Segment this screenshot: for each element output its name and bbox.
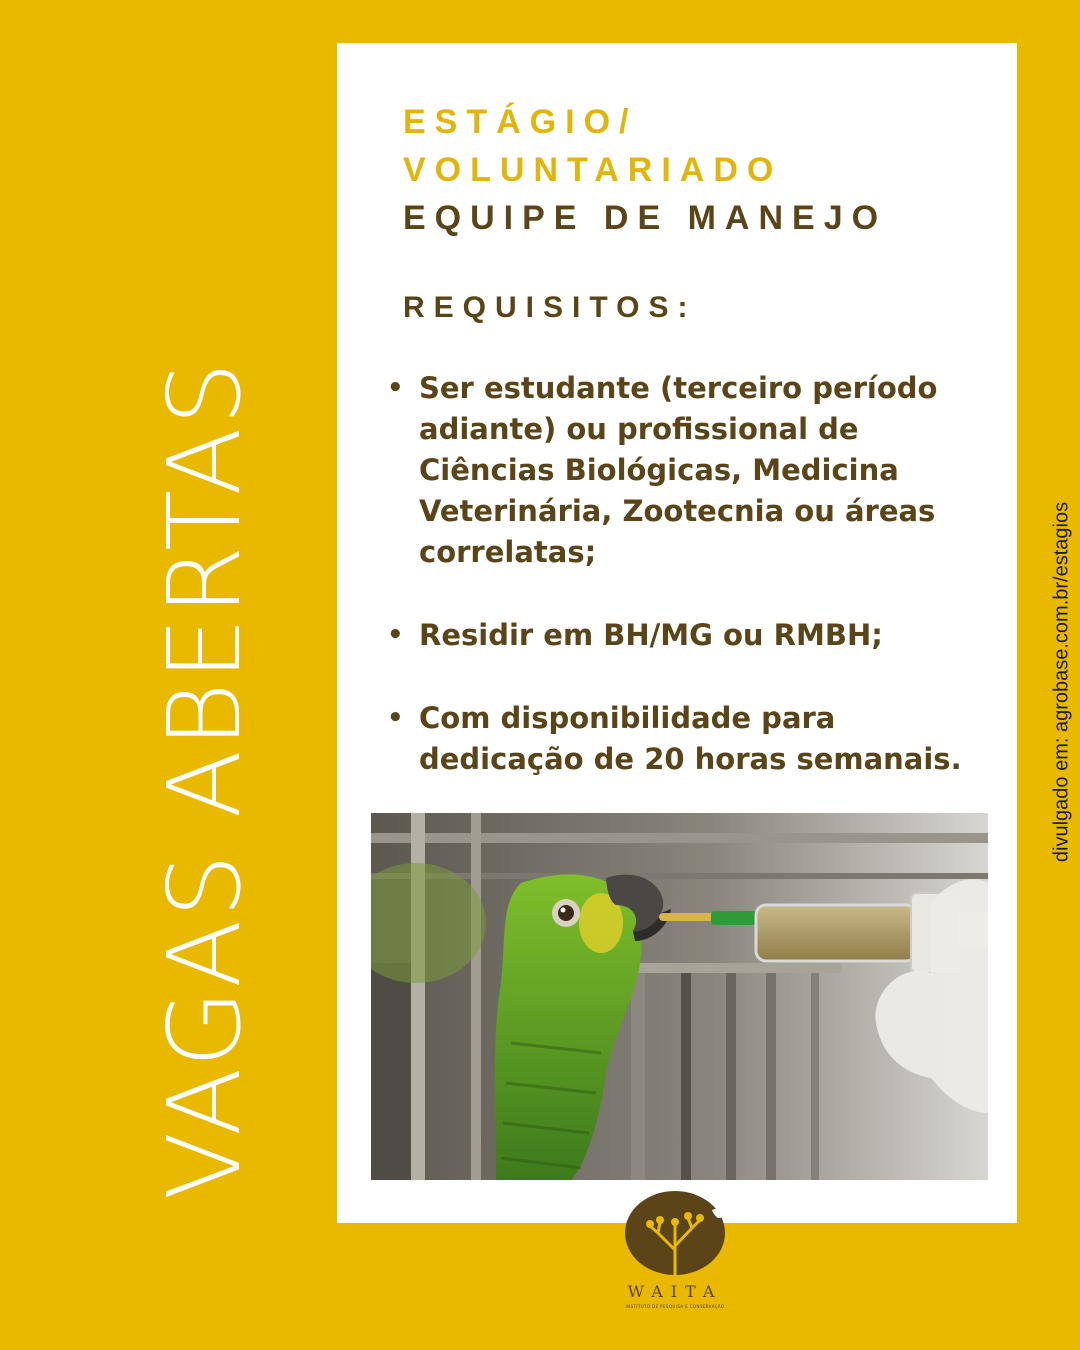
position-heading <box>403 98 887 242</box>
requirement-text: Com disponibilidade para dedicação de 20 horas semanais. <box>419 701 962 776</box>
bullet-icon: • <box>387 373 404 403</box>
heading-line-voluntariado: VOLUNTARIADO <box>403 151 783 189</box>
requirements-list <box>385 368 985 822</box>
vagas-abertas-title: VAGAS ABERTAS <box>146 359 263 1201</box>
source-credit: divulgado em: agrobase.com.br/estagios <box>1050 501 1073 863</box>
bullet-icon: • <box>387 703 404 733</box>
requirement-item <box>385 615 985 656</box>
heading-line-equipe: EQUIPE DE MANEJO <box>403 199 888 237</box>
requirements-label: REQUISITOS: <box>403 291 697 324</box>
parrot-feeding-illustration <box>371 813 988 1180</box>
info-card <box>337 43 1017 1223</box>
heading-line-estagio: ESTÁGIO/ <box>403 103 638 141</box>
requirement-text: Residir em BH/MG ou RMBH; <box>419 618 883 652</box>
requirement-item <box>385 698 985 780</box>
requirement-item <box>385 368 985 573</box>
bullet-icon: • <box>387 620 404 650</box>
requirement-text: Ser estudante (terceiro período adiante) ou profissional de Ciências Biológicas, Medicina Veterinária, Zootecnia ou áreas correlatas; <box>419 371 938 569</box>
logo-wordmark: WAITA <box>627 1282 723 1301</box>
logo-subtitle: INSTITUTO DE PESQUISA E CONSERVAÇÃO <box>625 1304 725 1309</box>
parrot-feeding-photo <box>371 813 988 1180</box>
